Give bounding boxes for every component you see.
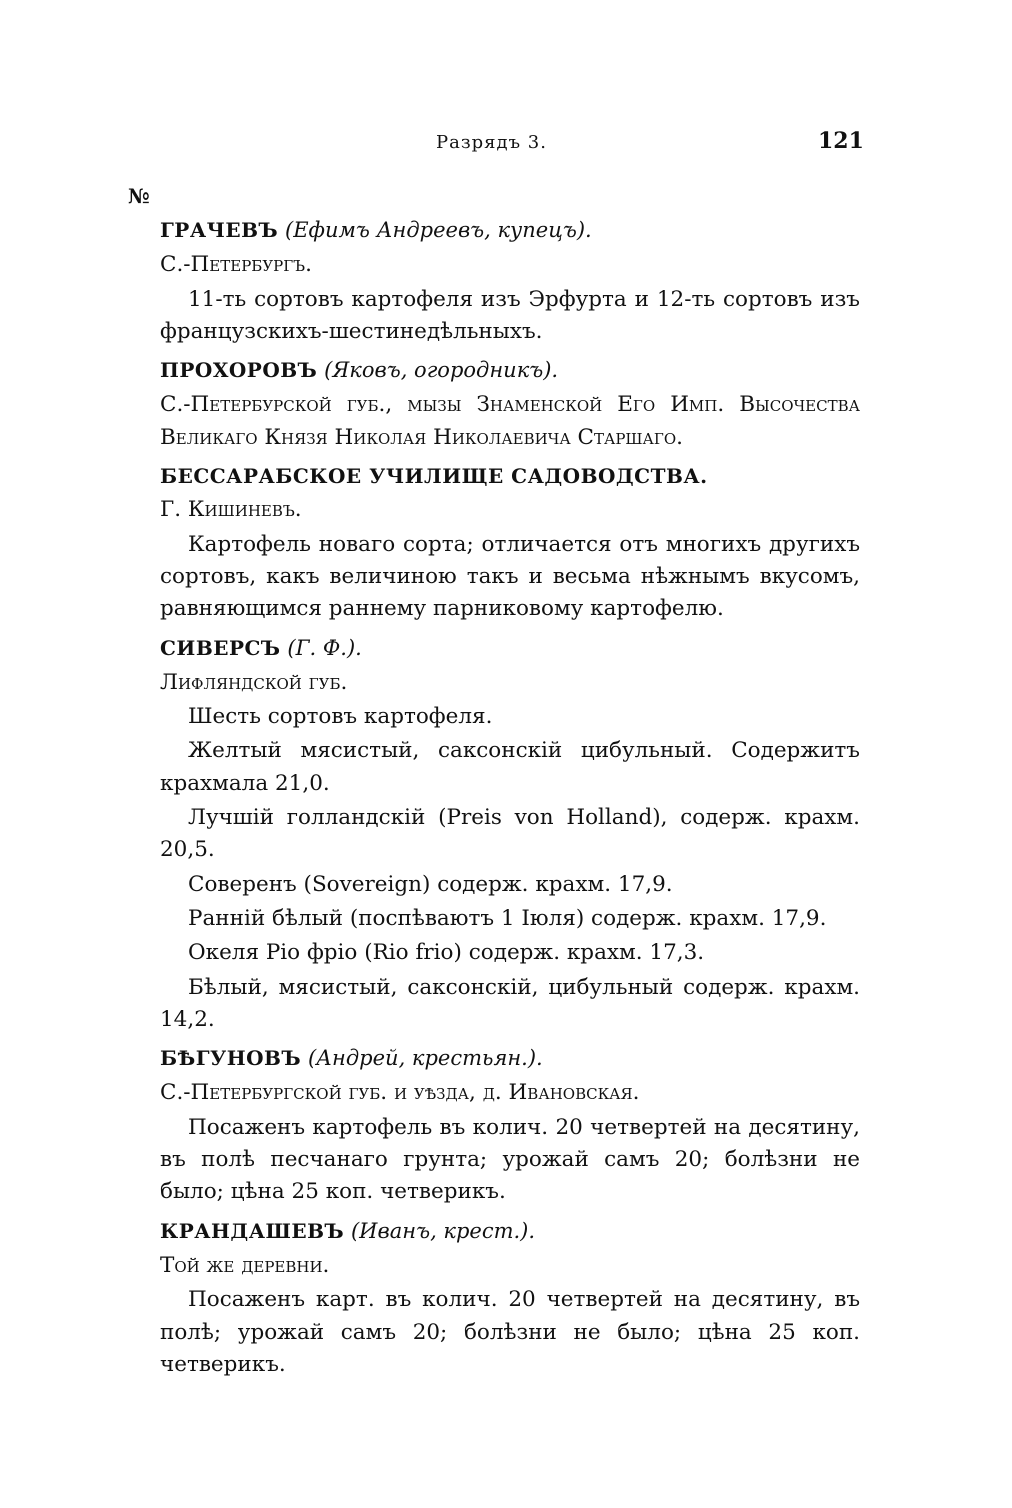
entry-heading bbox=[160, 1215, 860, 1248]
entry-begunov bbox=[160, 1042, 860, 1208]
entry-paragraph: Картофель новаго сорта; отличается отъ многихъ другихъ сортовъ, какъ величиною такъ и весьма нѣжнымъ вкусомъ, равняющимся раннему парниковому картофелю. bbox=[160, 531, 860, 622]
entry-name: СИВЕРСЪ bbox=[160, 635, 281, 660]
entry-paragraph: Океля Ріо фріо (Rio frio) содерж. крахм. 17,3. bbox=[188, 940, 705, 966]
entry-name: БЕССАРАБСКОЕ УЧИЛИЩЕ САДОВОДСТВА. bbox=[160, 464, 708, 489]
entry-note: (Яковъ, огородникъ). bbox=[324, 358, 559, 383]
entry-place: С.-Петербургъ. bbox=[160, 252, 312, 278]
page-number: 121 bbox=[818, 128, 864, 154]
entry-paragraph: Шесть сортовъ картофеля. bbox=[188, 704, 493, 730]
entry-bessarabian-school bbox=[160, 460, 860, 625]
entry-paragraph: 11-ть сортовъ картофеля изъ Эрфурта и 12-ть сортовъ изъ французскихъ-шестинедѣльныхъ. bbox=[160, 286, 860, 344]
entry-heading bbox=[160, 214, 860, 247]
entry-paragraph: Ранній бѣлый (поспѣваютъ 1 Іюля) содерж. крахм. 17,9. bbox=[188, 905, 827, 931]
entry-place: Той же деревни. bbox=[160, 1252, 330, 1278]
entry-heading bbox=[160, 632, 860, 665]
entry-paragraph: Соверенъ (Sovereign) содерж. крахм. 17,9. bbox=[188, 871, 673, 897]
entry-place: Лифляндской губ. bbox=[160, 669, 348, 695]
entry-note: (Андрей, крестьян.). bbox=[307, 1046, 543, 1071]
entry-place: С.-Петербурской губ., мызы Знаменской Его Имп. Высочества Великаго Князя Николая Николаевича Старшаго. bbox=[160, 392, 860, 450]
entry-note: (Г. Ф.). bbox=[287, 635, 362, 660]
entry-grachev bbox=[160, 214, 860, 348]
entry-name: КРАНДАШЕВЪ bbox=[160, 1218, 345, 1243]
entry-krandashev bbox=[160, 1215, 860, 1381]
entry-heading bbox=[160, 354, 860, 387]
entry-name: БѢГУНОВЪ bbox=[160, 1046, 302, 1071]
entry-name: ГРАЧЕВЪ bbox=[160, 218, 279, 242]
entry-paragraph: Посаженъ карт. въ колич. 20 четвертей на десятину, въ полѣ; урожай самъ 20; болѣзни не было; цѣна 25 коп. четверикъ. bbox=[160, 1287, 860, 1377]
entry-heading bbox=[160, 1042, 860, 1075]
entry-paragraph: Желтый мясистый, саксонскій цибульный. Содержитъ крахмала 21,0. bbox=[160, 738, 860, 796]
entry-place: Г. Кишиневъ. bbox=[160, 497, 302, 523]
entry-paragraph: Бѣлый, мясистый, саксонскій, цибульный содерж. крахм. 14,2. bbox=[160, 974, 860, 1032]
entry-paragraph: Лучшій голландскій (Preis von Holland), содерж. крахм. 20,5. bbox=[160, 805, 860, 863]
entry-note: (Ефимъ Андреевъ, купецъ). bbox=[285, 218, 592, 242]
body-text bbox=[160, 214, 860, 1387]
entry-name: ПРОХОРОВЪ bbox=[160, 358, 318, 383]
entry-place: С.-Петербургской губ. и уѣзда, д. Ивановская. bbox=[160, 1080, 640, 1106]
number-mark: № bbox=[128, 184, 150, 208]
running-head: Разрядъ 3. bbox=[436, 132, 547, 153]
entry-note: (Иванъ, крест.). bbox=[350, 1218, 536, 1243]
entry-sivers bbox=[160, 632, 860, 1037]
entry-prokhorov bbox=[160, 354, 860, 454]
entry-paragraph: Посаженъ картофель въ колич. 20 четвертей на десятину, въ полѣ песчанаго грунта; урожай самъ 20; болѣзни не было; цѣна 25 коп. четверикъ. bbox=[160, 1114, 860, 1205]
page-header bbox=[0, 128, 1012, 158]
